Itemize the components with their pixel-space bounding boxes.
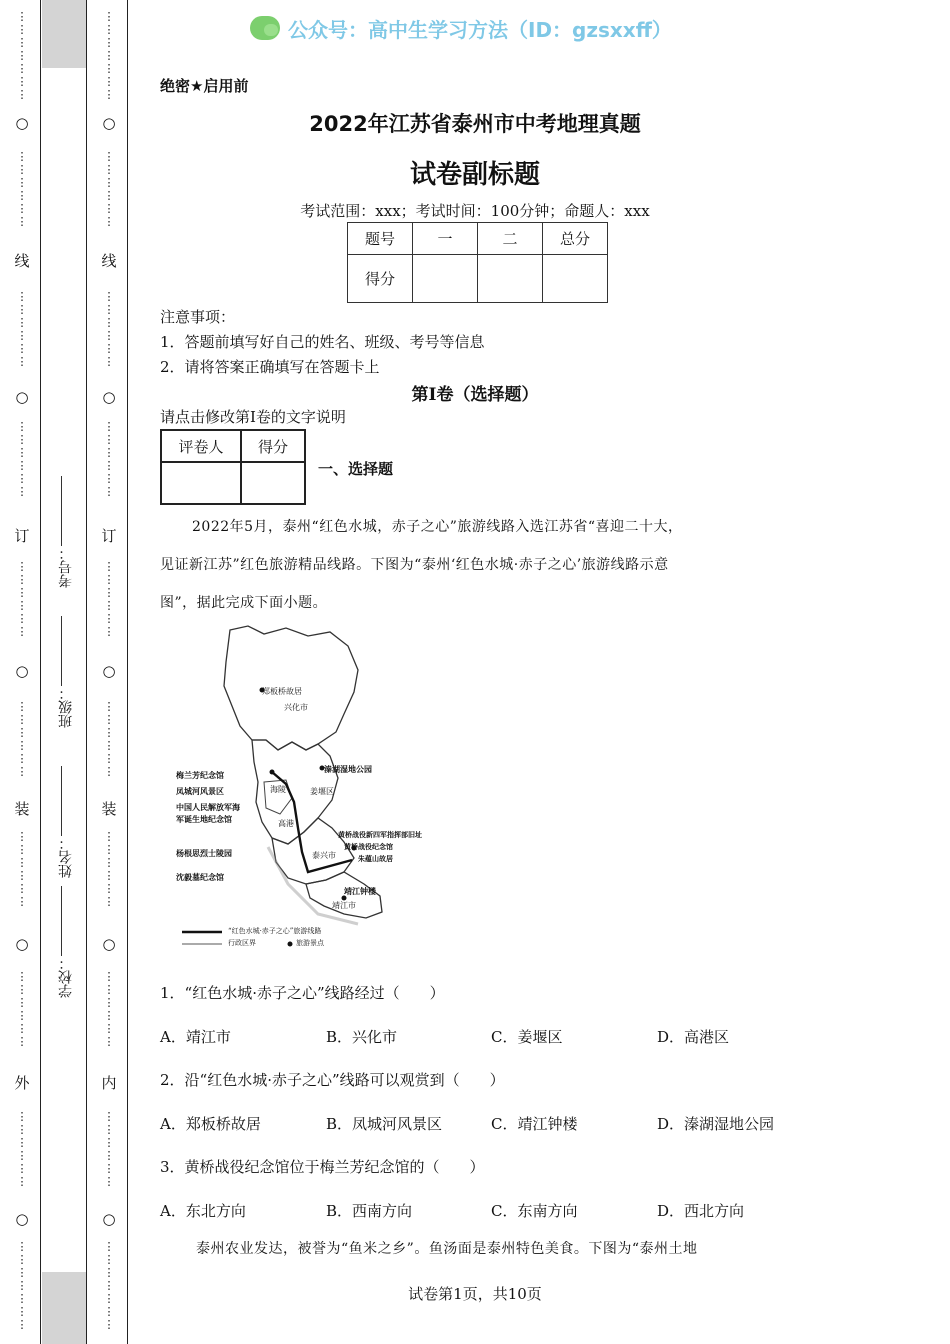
school-field[interactable] — [56, 880, 76, 998]
binding-dots: ⋮ ⋮ ⋮ ⋮ ⋮ ⋮ — [16, 290, 28, 368]
map-label: 中国人民解放军海 — [176, 802, 240, 812]
map-label: 海陵 — [270, 785, 286, 794]
question-option[interactable]: C．东南方向 — [491, 1202, 578, 1220]
binding-line-outer — [40, 0, 41, 1344]
binding-circle: ○ — [102, 662, 116, 680]
map-label: 高港 — [278, 819, 294, 828]
binding-dots: ⋮ ⋮ ⋮ ⋮ ⋮ ⋮ — [16, 970, 28, 1048]
binding-char-ding: 订 — [101, 527, 117, 545]
student-id-label: 考号： — [58, 546, 74, 588]
binding-dots: ⋮ ⋮ ⋮ ⋮ ⋮ ⋮ ⋮ — [16, 10, 28, 101]
binding-dots: ⋮ ⋮ ⋮ ⋮ ⋮ ⋮ — [16, 150, 28, 228]
watermark-text: 公众号：高中生学习方法（ID：gzsxxff） — [288, 17, 672, 42]
class-label: 班级： — [58, 686, 74, 728]
binding-circle: ○ — [15, 662, 29, 680]
map-label: 军诞生地纪念馆 — [176, 814, 232, 824]
binding-gray-band — [42, 1272, 86, 1344]
binding-circle: ○ — [15, 114, 29, 132]
part-title: 一、选择题 — [318, 460, 394, 478]
notes-title: 注意事项： — [160, 308, 236, 326]
score-table-header: 二 — [478, 223, 543, 255]
binding-circle: ○ — [102, 1210, 116, 1228]
question-option[interactable]: A．郑板桥故居 — [160, 1115, 261, 1133]
grader-label: 评卷人 — [161, 430, 241, 462]
question-option[interactable]: B．凤城河风景区 — [326, 1115, 443, 1133]
binding-circle: ○ — [15, 1210, 29, 1228]
notes-item: 1．答题前填写好自己的姓名、班级、考号等信息 — [160, 333, 485, 351]
binding-dots: ⋮ ⋮ ⋮ ⋮ ⋮ ⋮ — [103, 290, 115, 368]
question-option[interactable]: D．西北方向 — [657, 1202, 745, 1220]
map-label: 兴化市 — [284, 703, 308, 712]
map-legend-point: 旅游景点 — [296, 939, 324, 947]
route-map — [168, 622, 448, 952]
secret-label: 绝密★启用前 — [160, 77, 249, 95]
binding-char-zhuang: 装 — [14, 800, 30, 818]
question-option[interactable]: D．溱湖湿地公园 — [657, 1115, 775, 1133]
question-stem: 3．黄桥战役纪念馆位于梅兰芳纪念馆的（ ） — [160, 1158, 485, 1176]
binding-dots: ⋮ ⋮ ⋮ ⋮ ⋮ ⋮ — [103, 970, 115, 1048]
binding-dots: ⋮ ⋮ ⋮ ⋮ ⋮ ⋮ — [16, 420, 28, 498]
binding-dots: ⋮ ⋮ ⋮ ⋮ ⋮ ⋮ — [16, 1110, 28, 1188]
binding-char-ding: 订 — [14, 527, 30, 545]
section-title: 第I卷（选择题） — [411, 385, 539, 405]
wechat-icon — [250, 16, 280, 40]
binding-line-inner — [127, 0, 128, 1344]
grader-score-label: 得分 — [241, 430, 305, 462]
map-label: 黄桥战役新四军指挥部旧址 — [338, 830, 422, 839]
map-label: 溱湖湿地公园 — [324, 764, 372, 774]
question-option[interactable]: A．东北方向 — [160, 1202, 246, 1220]
score-table-header: 题号 — [348, 223, 413, 255]
name-field[interactable] — [56, 760, 76, 878]
binding-circle: ○ — [15, 388, 29, 406]
passage-line: 泰州农业发达，被誉为“鱼米之乡”。鱼汤面是泰州特色美食。下图为“泰州土地 — [196, 1241, 698, 1257]
grader-score-cell[interactable] — [241, 462, 305, 504]
map-label: 朱蕴山故居 — [358, 854, 393, 863]
binding-dots: ⋮ ⋮ ⋮ ⋮ ⋮ ⋮ — [103, 560, 115, 638]
binding-dots: ⋮ ⋮ ⋮ ⋮ ⋮ ⋮ — [103, 830, 115, 908]
question-option[interactable]: B．兴化市 — [326, 1028, 398, 1046]
map-label: 沈毅墓纪念馆 — [176, 872, 224, 882]
map-label: 靖江钟楼 — [344, 886, 376, 896]
binding-circle: ○ — [102, 935, 116, 953]
class-field[interactable] — [56, 610, 76, 728]
page-title: 2022年江苏省泰州市中考地理真题 — [309, 112, 641, 136]
passage-line: 2022年5月，泰州“红色水城，赤子之心”旅游线路入选江苏省“喜迎二十大， — [192, 519, 683, 535]
school-blank — [62, 886, 63, 956]
question-stem: 1．“红色水城·赤子之心”线路经过（ ） — [160, 984, 445, 1002]
binding-dots: ⋮ ⋮ ⋮ ⋮ ⋮ ⋮ — [103, 150, 115, 228]
binding-circle: ○ — [15, 935, 29, 953]
map-label: 梅兰芳纪念馆 — [176, 770, 224, 780]
grader-table — [160, 429, 306, 505]
binding-dots: ⋮ ⋮ ⋮ ⋮ ⋮ ⋮ ⋮ — [16, 1240, 28, 1331]
name-blank — [62, 766, 63, 836]
binding-dots: ⋮ ⋮ ⋮ ⋮ ⋮ ⋮ — [16, 830, 28, 908]
map-label: 凤城河风景区 — [176, 786, 224, 796]
passage-line: 图”，据此完成下面小题。 — [160, 595, 328, 611]
map-label: 黄桥战役纪念馆 — [344, 842, 393, 851]
question-stem: 2．沿“红色水城·赤子之心”线路可以观赏到（ ） — [160, 1071, 505, 1089]
map-label: 靖江市 — [332, 901, 356, 910]
binding-char-xian: 线 — [101, 252, 117, 270]
exam-info: 考试范围：xxx；考试时间：100分钟；命题人：xxx — [300, 202, 650, 220]
binding-dots: ⋮ ⋮ ⋮ ⋮ ⋮ ⋮ — [16, 560, 28, 638]
map-label: 杨根思烈士陵园 — [176, 848, 232, 858]
question-option[interactable]: C．靖江钟楼 — [491, 1115, 578, 1133]
score-table-header: 总分 — [543, 223, 608, 255]
map-label: 郑板桥故居 — [262, 687, 302, 696]
score-cell[interactable] — [543, 255, 608, 303]
question-option[interactable]: D．高港区 — [657, 1028, 730, 1046]
notes-item: 2．请将答案正确填写在答题卡上 — [160, 358, 380, 376]
page-footer: 试卷第1页，共10页 — [408, 1285, 542, 1303]
grader-cell[interactable] — [161, 462, 241, 504]
passage-line: 见证新江苏”红色旅游精品线路。下图为“泰州‘红色水城·赤子之心’旅游线路示意 — [160, 557, 669, 573]
binding-char-zhuang: 装 — [101, 800, 117, 818]
binding-circle: ○ — [102, 114, 116, 132]
map-label: 泰兴市 — [312, 851, 336, 860]
question-option[interactable]: C．姜堰区 — [491, 1028, 563, 1046]
student-id-blank — [62, 476, 63, 546]
watermark — [250, 12, 672, 44]
score-table-label: 得分 — [348, 255, 413, 303]
map-legend-route: “红色水城·赤子之心”旅游线路 — [228, 927, 322, 935]
score-cell[interactable] — [413, 255, 478, 303]
binding-dots: ⋮ ⋮ ⋮ ⋮ ⋮ ⋮ — [103, 420, 115, 498]
question-option[interactable]: B．西南方向 — [326, 1202, 413, 1220]
question-option[interactable]: A．靖江市 — [160, 1028, 231, 1046]
binding-char-nei: 内 — [101, 1074, 117, 1092]
page-subtitle: 试卷副标题 — [409, 160, 540, 190]
binding-line-mid — [86, 0, 87, 1344]
binding-dots: ⋮ ⋮ ⋮ ⋮ ⋮ ⋮ ⋮ — [103, 1240, 115, 1331]
binding-gray-band — [42, 0, 86, 68]
binding-dots: ⋮ ⋮ ⋮ ⋮ ⋮ ⋮ — [103, 700, 115, 778]
name-label: 姓名： — [58, 836, 74, 878]
map-legend-boundary: 行政区界 — [228, 939, 256, 947]
binding-dots: ⋮ ⋮ ⋮ ⋮ ⋮ ⋮ ⋮ — [103, 10, 115, 101]
binding-dots: ⋮ ⋮ ⋮ ⋮ ⋮ ⋮ — [103, 1110, 115, 1188]
section-desc: 请点击修改第I卷的文字说明 — [160, 408, 346, 426]
binding-circle: ○ — [102, 388, 116, 406]
binding-dots: ⋮ ⋮ ⋮ ⋮ ⋮ ⋮ — [16, 700, 28, 778]
score-table — [347, 222, 608, 303]
binding-char-xian: 线 — [14, 252, 30, 270]
student-id-field[interactable] — [56, 470, 76, 588]
map-label: 姜堰区 — [310, 787, 334, 796]
class-blank — [62, 616, 63, 686]
score-table-header: 一 — [413, 223, 478, 255]
school-label: 学校： — [58, 956, 74, 998]
binding-char-wai: 外 — [14, 1074, 30, 1092]
score-cell[interactable] — [478, 255, 543, 303]
